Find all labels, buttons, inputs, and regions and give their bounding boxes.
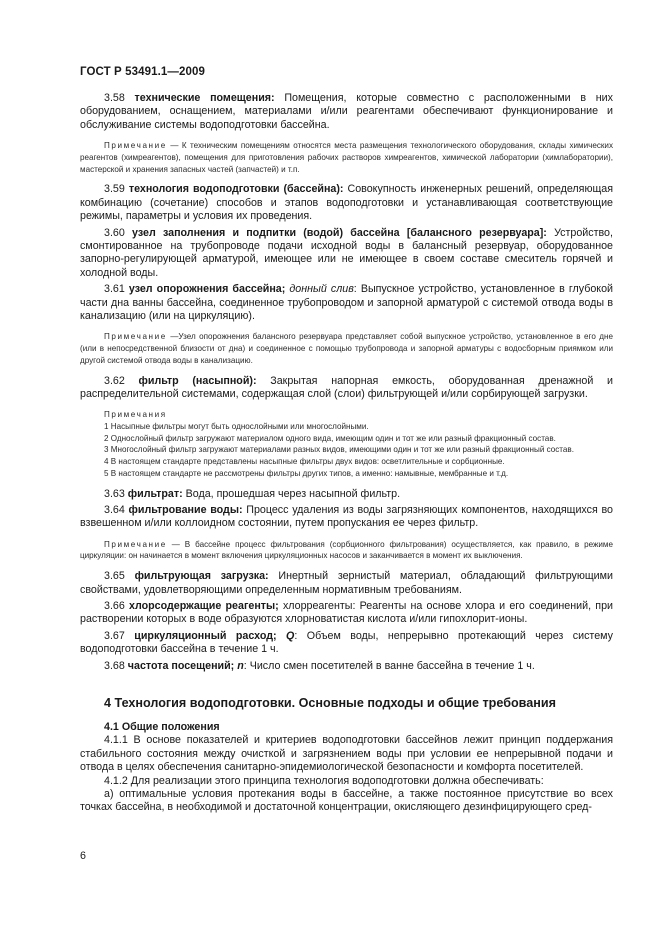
term-definition: : Реагенты на основе хлора и его соединений, при растворении которых в воде образуются хлорноватистая кислота и/или гипохлорит-ионы. xyxy=(80,599,613,626)
term-3-62 xyxy=(80,375,613,402)
note-item: 3 Многослойный фильтр загружают материалами разных видов, имеющими один и тот же или разный фракционный состав. xyxy=(104,445,574,455)
term-synonym: донный слив xyxy=(289,283,354,296)
term-3-59 xyxy=(80,183,613,223)
term-symbol: Q xyxy=(286,629,295,642)
term-title: фильтрование воды: xyxy=(128,503,243,516)
term-definition: Процесс удаления из воды загрязняющих компонентов, находящихся во взвешенном и/или коллоидном состоянии, путем пропускания ее через фильтр. xyxy=(80,503,613,530)
term-3-61 xyxy=(80,283,613,323)
note-label: Примечание xyxy=(104,539,167,549)
term-title: хлорсодержащие реагенты; xyxy=(129,599,279,612)
term-3-65 xyxy=(80,570,613,597)
term-number: 3.67 xyxy=(104,629,125,642)
subsection-4-1-heading: 4.1 Общие положения xyxy=(104,721,220,733)
note-3-64 xyxy=(80,539,613,562)
term-number: 3.59 xyxy=(104,183,125,196)
term-3-68 xyxy=(80,660,613,673)
term-title: фильтрат: xyxy=(127,487,183,500)
term-title: фильтр (насыпной): xyxy=(138,374,257,387)
term-3-67 xyxy=(80,630,613,657)
term-title: циркуляционный расход; xyxy=(134,629,277,642)
term-definition: Закрытая напорная емкость, оборудованная дренажной и распределительной системами, содержащая слой (слои) фильтрующей и/или сорбирующей загрузки. xyxy=(80,374,613,400)
term-definition: Устройство, смонтированное на трубопроводе подачи исходной воды в балансный резервуар, оборудованное запорно-регулирующей арматурой, имеющее или не имеющее в своем составе смеситель горячей и холодной воды. xyxy=(80,226,613,279)
page-number: 6 xyxy=(80,850,86,862)
term-number: 3.58 xyxy=(104,92,125,104)
term-number: 3.66 xyxy=(104,599,125,612)
term-number: 3.65 xyxy=(104,570,125,583)
term-definition: : Выпускное устройство, установленное в глубокой части дна ванны бассейна, соединенное трубопроводом и запорной арматурой с системой отвода воды в канализацию (или на циркуляцию). xyxy=(80,283,613,322)
term-3-60 xyxy=(80,227,613,281)
note-text: — К техническим помещениям относятся места размещения технологического оборудования, склады химических реагентов (химреагентов), помещения для приготовления рабочих растворов химреагентов, химической лаборатории (химлаборатории), мастерской и хранения запасных частей (запчастей) и т.п. xyxy=(80,141,614,174)
note-3-58 xyxy=(80,140,613,175)
term-title: узел опорожнения бассейна; xyxy=(128,283,286,296)
term-synonym: хлорреагенты xyxy=(282,599,353,612)
term-3-58 xyxy=(80,92,613,132)
term-3-63 xyxy=(80,488,613,501)
note-item: 1 Насыпные фильтры могут быть однослойными или многослойными. xyxy=(104,422,369,432)
term-3-64 xyxy=(80,504,613,531)
term-definition: : Число смен посетителей в ванне бассейна в течение 1 ч. xyxy=(243,659,535,672)
term-definition: Совокупность инженерных решений, определяющая комбинацию (сочетание) способов и этапов водоподготовки и устанавливающая соответствующие режимы, параметры и условия их проведения. xyxy=(80,183,613,223)
term-title: узел заполнения и подпитки (водой) бассейна [балансного резервуара]: xyxy=(132,226,547,239)
term-number: 3.64 xyxy=(104,503,125,516)
note-3-61 xyxy=(80,331,613,366)
note-item: 2 Однослойный фильтр загружают материалом одного вида, имеющим один и тот же или разный фракционный состав. xyxy=(104,433,556,443)
note-label: Примечание xyxy=(104,141,167,151)
note-item: 4 В настоящем стандарте представлены насыпные фильтры двух видов: осветлительные и сорбционные. xyxy=(104,457,505,467)
page-body xyxy=(80,92,613,815)
term-definition: : Объем воды, непрерывно протекающий через систему водоподготовки бассейна в течение 1 ч. xyxy=(80,629,613,656)
notes-3-62 xyxy=(80,409,613,479)
note-text: —Узел опорожнения балансного резервуара представляет собой выпускное устройство, установленное в его дне (или в непосредственной близости от дна) и соединенное с помощью трубопровода и запорной арматуры с водосборным приямком или другой системой отвода воды в канализацию. xyxy=(80,332,613,365)
term-definition: Вода, прошедшая через насыпной фильтр. xyxy=(185,487,401,500)
term-title: частота посещений; xyxy=(127,659,235,672)
term-symbol: n xyxy=(237,659,244,672)
term-definition: Инертный зернистый материал, обладающий фильтрующими свойствами, удовлетворяющими определенным нормативным требованиям. xyxy=(80,570,613,596)
term-number: 3.68 xyxy=(104,659,125,672)
term-3-66 xyxy=(80,600,613,627)
term-title: технические помещения: xyxy=(134,92,275,104)
paragraph-4-1-1: 4.1.1 В основе показателей и критериев водоподготовки бассейнов лежит принцип поддержания стабильного состояния между очисткой и загрязнением воды при условии ее непрерывной подачи и отвода в целях обеспечения санитарно-эпидемиологической безопасности и комфорта посетителей. xyxy=(80,734,613,774)
section-4-heading: 4 Технология водоподготовки. Основные подходы и общие требования xyxy=(104,696,556,710)
term-number: 3.60 xyxy=(104,226,125,239)
term-title: фильтрующая загрузка: xyxy=(134,570,269,583)
paragraph-4-1-2: 4.1.2 Для реализации этого принципа технология водоподготовки должна обеспечивать: xyxy=(104,774,544,787)
note-item: 5 В настоящем стандарте не рассмотрены фильтры других типов, а именно: намывные, мембранные и т.д. xyxy=(104,468,509,478)
term-number: 3.61 xyxy=(104,283,125,296)
note-text: — В бассейне процесс фильтрования (сорбционного фильтрования) осуществляется, как правило, в режиме циркуляции: он начинается в момент включения циркуляционных насосов и заканчивается в момент их выключения. xyxy=(80,539,613,561)
term-definition: Помещения, которые совместно с расположенными в них оборудованием, оснащением, материалами и/или реагентами обеспечивают функционирование и обслуживание системы водоподготовки бассейна. xyxy=(80,92,613,131)
term-number: 3.63 xyxy=(104,487,125,500)
notes-label: Примечания xyxy=(104,410,167,420)
document-header: ГОСТ Р 53491.1—2009 xyxy=(80,66,205,78)
paragraph-4-1-2-a: а) оптимальные условия протекания воды в бассейне, а также постоянное присутствие во всех точках бассейна, в необходимой и достаточной концентрации, окисляющего дезинфицирующего сред- xyxy=(80,788,613,814)
term-number: 3.62 xyxy=(104,374,125,387)
note-label: Примечание xyxy=(104,332,167,342)
term-title: технология водоподготовки (бассейна): xyxy=(128,183,344,196)
